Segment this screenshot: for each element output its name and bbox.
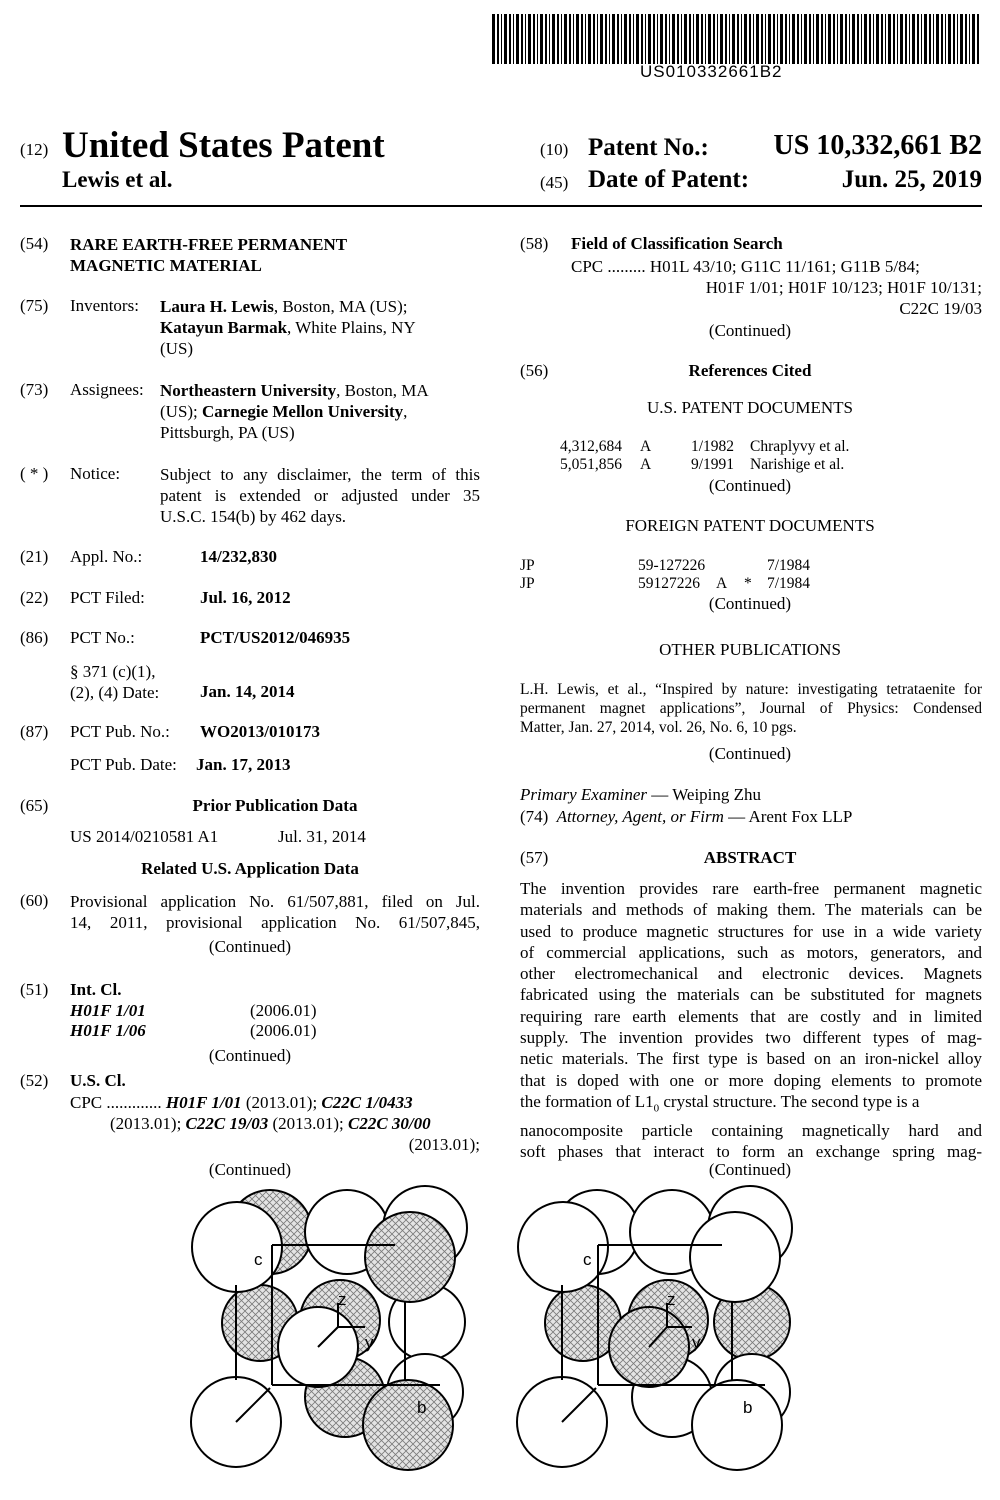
cpc-version: (2013.01); (408, 1135, 480, 1154)
other-pubs-text (520, 680, 982, 737)
axis-label-c: c (583, 1250, 592, 1269)
foreign-docs-continued: (Continued) (708, 594, 792, 613)
notice-text (160, 464, 480, 527)
abstract-line: used to produce magnetic structures for use in a wide variety (520, 921, 982, 941)
subscript: 0 (653, 1102, 660, 1115)
field-search-line: H01F 1/01; H01F 10/123; H01F 10/131; (705, 278, 982, 297)
doc-name: Narishige et al. (750, 456, 845, 473)
other-pubs-heading: OTHER PUBLICATIONS (659, 640, 841, 659)
abstract-line: requiring rare earth elements that are costly and in limited (520, 1006, 982, 1026)
abstract-fragment: the formation of L1 (520, 1091, 654, 1111)
invention-title-line: RARE EARTH-FREE PERMANENT (70, 235, 348, 254)
provisional-line: 14, 2011, provisional application No. 61/507,845, (70, 913, 480, 932)
date-label: Date of Patent: (588, 166, 750, 193)
pct-pub-no-label: PCT Pub. No.: (70, 722, 170, 741)
abstract-line: supply. The invention provides two different types of mag- (520, 1028, 982, 1048)
patent-title: United States Patent (62, 125, 385, 166)
doc-country: JP (520, 575, 535, 592)
foreign-docs-table (520, 556, 980, 592)
inventors-label: Inventors: (70, 296, 139, 315)
inventor-name: Laura H. Lewis (160, 297, 274, 316)
code-57: (57) (520, 848, 549, 867)
foreign-doc-row (520, 574, 980, 592)
axis-label-b: b (743, 1398, 753, 1417)
abstract-line: netic materials. The first type is based on an iron-nickel alloy (520, 1049, 982, 1069)
examiner-label: Primary Examiner (520, 785, 648, 804)
related-heading: Related U.S. Application Data (141, 859, 359, 878)
header-rule (20, 205, 982, 207)
abstract-fragment: crystal structure. The second type is a (659, 1091, 920, 1111)
us-docs-heading: U.S. PATENT DOCUMENTS (647, 398, 853, 417)
assignee-name: Northeastern University (160, 381, 337, 400)
field-search-heading: Field of Classification Search (571, 234, 783, 253)
doc-country: JP (520, 557, 535, 574)
cpc-class: C22C 30/00 (348, 1114, 431, 1133)
pct-pub-no: WO2013/010173 (200, 722, 320, 741)
axis-label-z: z (667, 1290, 676, 1309)
axis-label-y: y (365, 1333, 374, 1352)
section-371-date: Jan. 14, 2014 (200, 682, 295, 701)
code-52: (52) (20, 1071, 49, 1090)
us-cl-continued: (Continued) (208, 1160, 292, 1179)
code-notice: ( * ) (20, 464, 49, 483)
us-doc-row (560, 437, 980, 455)
abstract-line: other electromechanical and electronic devices. Magnets (520, 964, 982, 984)
pct-pub-date-label: PCT Pub. Date: (70, 755, 177, 774)
invention-title (70, 234, 347, 276)
abstract-line: nanocomposite particle containing magnetically hard and (520, 1120, 982, 1140)
inventor-location: (US) (160, 339, 194, 358)
abstract-heading: ABSTRACT (703, 848, 797, 867)
code-73: (73) (20, 380, 49, 399)
int-cl-version: (2006.01) (250, 1001, 317, 1020)
int-cl-class: H01F 1/06 (70, 1021, 146, 1040)
right-unit-cell (517, 1186, 792, 1470)
us-cl-heading: U.S. Cl. (70, 1071, 126, 1090)
section-371-line: (2), (4) Date: (70, 683, 160, 702)
foreign-docs-heading: FOREIGN PATENT DOCUMENTS (625, 516, 875, 535)
pct-pub-date: Jan. 17, 2013 (196, 755, 291, 774)
provisional-line: Provisional application No. 61/507,881, filed on Jul. (70, 892, 480, 911)
code-12: (12) (20, 140, 49, 159)
attorney (520, 807, 852, 827)
axis-label-c: c (254, 1250, 263, 1269)
doc-date: 7/1984 (767, 557, 811, 574)
assignee-location: , Boston, MA (336, 381, 429, 400)
doc-number: 59-127226 (638, 557, 706, 574)
barcode-gap (979, 14, 981, 64)
us-cl-cpc (70, 1092, 480, 1155)
doc-number: 4,312,684 (560, 438, 622, 455)
patent-date: Jun. 25, 2019 (841, 166, 982, 193)
cpc-version: (2013.01); (241, 1093, 322, 1112)
code-60: (60) (20, 891, 49, 910)
abstract-text (520, 878, 982, 1162)
doc-kind: A (640, 438, 652, 455)
doc-number: 5,051,856 (560, 456, 622, 473)
code-74: (74) (520, 807, 549, 826)
code-21: (21) (20, 547, 49, 566)
prior-pub-date: Jul. 31, 2014 (278, 827, 366, 846)
inventor-location: , Boston, MA (US); (273, 297, 408, 316)
prior-pub-heading: Prior Publication Data (192, 796, 358, 815)
cpc-class: C22C 1/0433 (321, 1093, 413, 1112)
inventor-name: Katayun Barmak (160, 318, 288, 337)
abstract-line: The invention provides rare earth-free permanent magnetic (520, 879, 982, 898)
code-58: (58) (520, 234, 549, 253)
code-87: (87) (20, 722, 49, 741)
notice-line: U.S.C. 154(b) by 462 days. (160, 507, 347, 526)
cpc-label: CPC ............. (70, 1093, 162, 1112)
applicant: Lewis et al. (62, 167, 173, 192)
left-unit-cell (191, 1186, 467, 1470)
int-cl-heading: Int. Cl. (70, 980, 122, 999)
doc-date: 7/1984 (767, 575, 811, 592)
abstract-line: soft phases that interact to form an exchange spring mag- (520, 1141, 982, 1161)
crystal-structure-figure (0, 1185, 1000, 1500)
assignee-location: (US); (160, 402, 203, 421)
section-371 (70, 661, 159, 703)
cpc-class: H01F 1/01 (165, 1093, 242, 1112)
code-51: (51) (20, 980, 49, 999)
abstract-line: fabricated using the materials can be substituted for magnets (520, 985, 982, 1005)
us-doc-row (560, 455, 980, 473)
abstract-line: materials and methods of making them. The materials can be (520, 900, 982, 920)
abstract-line: of commercial applications, such as motors, generators, and (520, 942, 982, 962)
abstract-continued: (Continued) (708, 1160, 792, 1179)
assignee-punct: , (403, 402, 408, 421)
patent-number: US 10,332,661 B2 (773, 130, 982, 161)
axis-label-b: b (417, 1398, 427, 1417)
code-56: (56) (520, 361, 549, 380)
pct-no: PCT/US2012/046935 (200, 628, 351, 647)
attorney-name: — Arent Fox LLP (723, 807, 853, 826)
other-pubs-continued: (Continued) (708, 744, 792, 763)
cpc-class: C22C 19/03 (185, 1114, 269, 1133)
attorney-label: Attorney, Agent, or Firm (556, 807, 724, 826)
provisional-continued: (Continued) (208, 937, 292, 956)
abstract-line (520, 1091, 982, 1120)
axis-label-y: y (692, 1333, 701, 1352)
invention-title-line: MAGNETIC MATERIAL (70, 256, 262, 275)
doc-kind: A (716, 575, 728, 592)
code-45: (45) (540, 173, 569, 192)
patent-no-label: Patent No.: (588, 134, 709, 161)
pct-filed: Jul. 16, 2012 (200, 588, 291, 607)
field-search-line: C22C 19/03 (899, 299, 982, 318)
assignee-name: Carnegie Mellon University (202, 402, 404, 421)
barcode-number: US010332661B2 (640, 62, 783, 81)
foreign-doc-row (520, 556, 980, 574)
code-22: (22) (20, 588, 49, 607)
appl-no: 14/232,830 (200, 547, 277, 566)
int-cl-continued: (Continued) (208, 1046, 292, 1065)
primary-examiner (520, 785, 761, 805)
inventor-location: , White Plains, NY (287, 318, 416, 337)
prior-pub-no: US 2014/0210581 A1 (70, 827, 219, 846)
us-docs-table (560, 437, 980, 473)
abstract-line: that is doped with one or more doping elements to promote (520, 1070, 982, 1090)
code-65: (65) (20, 796, 49, 815)
appl-no-label: Appl. No.: (70, 547, 143, 566)
doc-star: * (744, 575, 752, 592)
field-search-continued: (Continued) (708, 321, 792, 340)
doc-kind: A (640, 456, 652, 473)
assignees-label: Assignees: (70, 380, 144, 399)
int-cl-class: H01F 1/01 (70, 1001, 146, 1020)
notice-line: patent is extended or adjusted under 35 (160, 486, 480, 505)
examiner-name: — Weiping Zhu (647, 785, 762, 804)
cpc-version: (2013.01); (110, 1114, 186, 1133)
notice-label: Notice: (70, 464, 121, 483)
code-54: (54) (20, 234, 49, 253)
field-search-cpc (571, 256, 982, 319)
assignees (160, 380, 429, 443)
field-search-line: CPC ......... H01L 43/10; G11C 11/161; G11B 5/84; (571, 257, 920, 276)
doc-name: Chraplyvy et al. (750, 438, 850, 455)
other-pub-line: Matter, Jan. 27, 2014, vol. 26, No. 6, 10 pgs. (520, 719, 797, 736)
code-75: (75) (20, 296, 49, 315)
notice-line: Subject to any disclaimer, the term of this (160, 465, 480, 484)
code-10: (10) (540, 140, 569, 159)
references-heading: References Cited (688, 361, 812, 380)
assignee-location: Pittsburgh, PA (US) (160, 423, 295, 442)
doc-date: 1/1982 (691, 438, 735, 455)
cpc-version: (2013.01); (268, 1114, 348, 1133)
pct-no-label: PCT No.: (70, 628, 135, 647)
doc-number: 59127226 (638, 575, 700, 592)
int-cl-version: (2006.01) (250, 1021, 317, 1040)
section-371-line: § 371 (c)(1), (70, 662, 156, 681)
provisional-text (70, 891, 480, 933)
doc-date: 9/1991 (691, 456, 735, 473)
barcode (492, 14, 980, 64)
code-86: (86) (20, 628, 49, 647)
other-pub-line: permanent magnet applications”, Journal of Physics: Condensed (520, 700, 982, 717)
inventors (160, 296, 416, 359)
axis-label-z: z (338, 1290, 347, 1309)
other-pub-line: L.H. Lewis, et al., “Inspired by nature: investigating tetrataenite for (520, 681, 982, 698)
us-docs-continued: (Continued) (708, 476, 792, 495)
pct-filed-label: PCT Filed: (70, 588, 145, 607)
